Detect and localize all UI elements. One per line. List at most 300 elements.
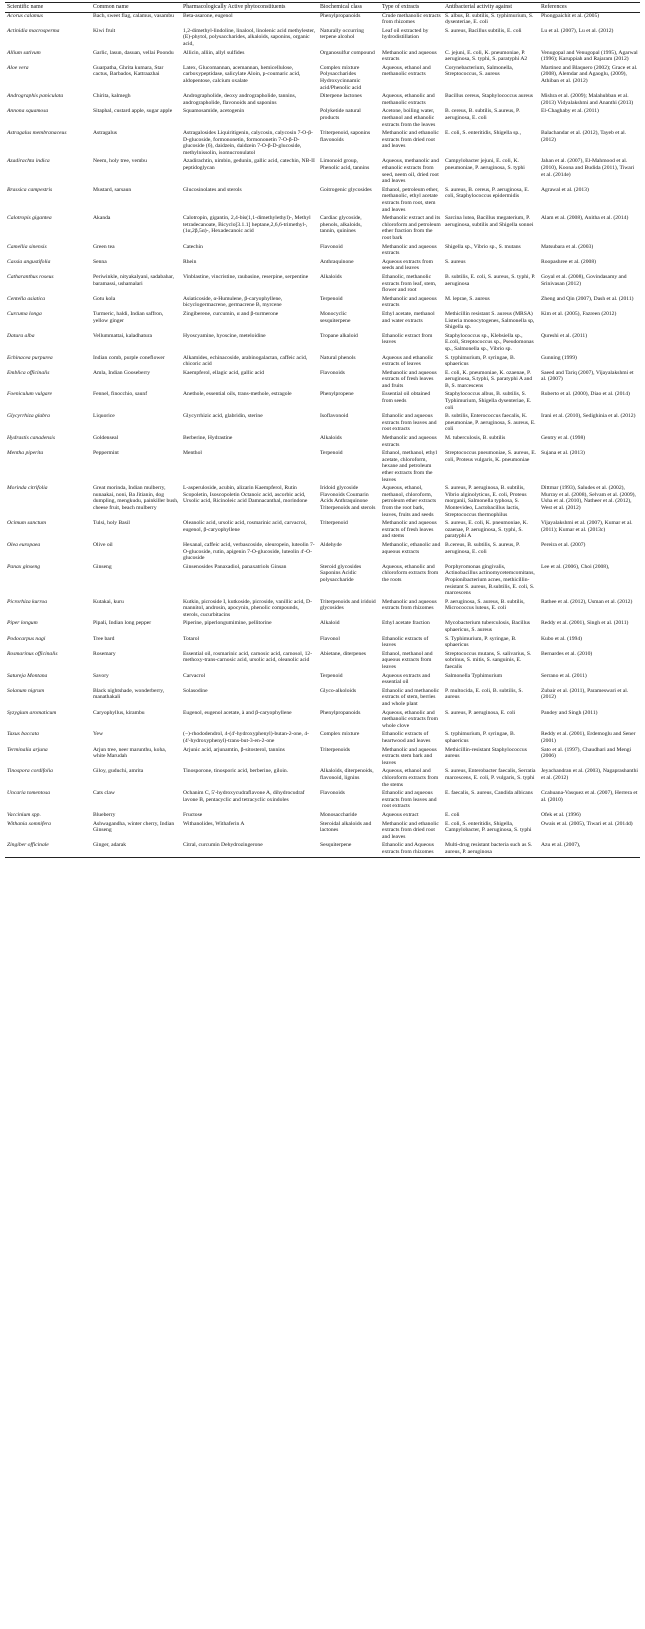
table-row xyxy=(5,651,640,673)
phytoconstituents-cell: Citral, curcumin Dehydrozingerone xyxy=(181,842,318,858)
scientific-name-cell: Morinda citrifolia xyxy=(7,485,48,492)
common-name-cell: Giloy, guduchi, amrita xyxy=(93,768,144,775)
references-cell: Serrano et al. (2011) xyxy=(541,672,587,679)
biochemical-class-cell: Abietane, diterpenes xyxy=(320,650,366,657)
common-name-cell: Yew xyxy=(93,731,104,738)
table-row xyxy=(5,636,640,651)
references-cell: Sato et al. (1997), Chaudhari and Mengi (2006) xyxy=(541,746,632,760)
antibacterial-activity-cell: M. tuberculosis, B. subtilis xyxy=(445,435,506,442)
scientific-name-cell: Panax ginseng xyxy=(7,563,41,570)
antibacterial-activity-cell: E. coli xyxy=(445,811,460,818)
table-row xyxy=(5,50,640,65)
extract-type-cell: Ethanol, methanol and aqueous extracts from leaves xyxy=(382,650,433,671)
table-row xyxy=(5,274,640,296)
antibacterial-activity-cell: E. coli, K. pneumoniae, K. ozaenae, P. aeruginosa, S.typhi, S. paratyphi A and B, S. marcescens xyxy=(445,369,533,389)
extract-type-cell: Aqueous, ethanol, methanol, chloroform, petroleum ether extracts from the root bark, leaves, fruits and seeds xyxy=(382,485,437,518)
antibacterial-plants-table xyxy=(5,2,640,858)
antibacterial-activity-cell: S. aureus xyxy=(445,258,466,265)
references-cell: Ruberto et al. (2000), Diao et al. (2014) xyxy=(541,391,630,398)
common-name-cell: Caryophyllus, kirambu xyxy=(93,709,145,716)
table-row xyxy=(5,673,640,688)
scientific-name-cell: Tinospora cordifolia xyxy=(7,768,53,775)
biochemical-class-cell: Isoflavonoid xyxy=(320,413,349,420)
common-name-cell: Turmeric, haldi, Indian saffron, yellow ginger xyxy=(93,310,164,324)
common-name-cell: Olive oil xyxy=(93,541,113,548)
biochemical-class-cell: Phenylpropene xyxy=(320,391,354,398)
antibacterial-activity-cell: B.cereus, B. subtilis, S. aureus, P. aeruginosa, E. coli xyxy=(445,541,520,555)
references-cell: Lee et al. (2006), Choi (2008), xyxy=(541,563,610,570)
references-cell: Zheng and Qin (2007), Dash et al. (2011) xyxy=(541,295,634,302)
table-row xyxy=(5,355,640,370)
references-cell: Dittmar (1993), Saludes et al. (2002), Murray et al. (2008), Selvam et al. (2009), Usha et al. (2010), Natheer et al. (2012), West et al. (2012) xyxy=(541,485,636,511)
biochemical-class-cell: Terpenoid xyxy=(320,295,343,302)
common-name-cell: Chirita, kalmegh xyxy=(93,93,131,100)
references-cell: Jeyachandran et al. (2003), Nagaprashanthi et al. (2012) xyxy=(541,768,638,781)
antibacterial-activity-cell: Bacillus cereus, Staphylococcus aureus xyxy=(445,93,533,100)
common-name-cell: Kutakai, kuru xyxy=(93,598,124,605)
table-row xyxy=(5,542,640,564)
references-cell: Reddy et al. (2001), Singh et al. (2011) xyxy=(541,620,629,627)
scientific-name-cell: Mentha piperita xyxy=(7,450,44,457)
table-row xyxy=(5,370,640,392)
references-cell: Qureshi et al. (2011) xyxy=(541,332,588,339)
scientific-name-cell: Vaccinium spp. xyxy=(7,811,41,818)
phytoconstituents-cell: 1,2-dimethyl-lindoline, linalool, linolenic acid methylester, (E)-phytol, polysaccharides, alkaloids, saponins, organic acid, xyxy=(183,27,316,47)
scientific-name-cell: Terminalia arjuna xyxy=(7,746,48,753)
common-name-cell: Savory xyxy=(93,672,109,679)
common-name-cell: Ashwagandha, winter cherry, Indian Ginseng xyxy=(93,820,175,834)
header-common-name: Common name xyxy=(91,3,181,13)
references-cell: Alam et al. (2008), Anitha et al. (2014) xyxy=(541,215,629,222)
table-row xyxy=(5,520,640,542)
references-cell: Gentry et al. (1998) xyxy=(541,435,586,442)
header-references: References xyxy=(539,3,640,13)
phytoconstituents-cell: Solasodine xyxy=(183,687,208,694)
extract-type-cell: Essential oil obtained from seeds xyxy=(382,391,431,405)
antibacterial-activity-cell: Staphylococcus albus, B. subtilis, S. Typhimurium, Shigella dysenteriae, E. coli xyxy=(445,391,532,411)
antibacterial-activity-cell: B. cereus, B. subtilis, S.aureus, P. aeruginosa, E. coli xyxy=(445,108,520,121)
extract-type-cell: Leaf oil extracted by hydrodistillation xyxy=(382,27,429,41)
extract-type-cell: Aqueous, ethanolic and methanolic extracts from whole clove xyxy=(382,709,438,729)
extract-type-cell: Ethanolic extract from leaves xyxy=(382,332,433,346)
antibacterial-activity-cell: C. jejuni, E. coli, K. pneumoniae, P. aeruginosa, S. typhi, S. paratyphi A2 xyxy=(445,49,528,63)
phytoconstituents-cell: L-asperuloside, acubin, alizarin Kaempferol, Rutin Scopoletin, Isoscopoletin Octanoic acid, ascorbic acid, Ursolic acid, Ricinoleic acid Damnacanthal, morindone xyxy=(183,485,308,505)
phytoconstituents-cell: Piperine, piperlongumimine, pellitorine xyxy=(183,620,272,627)
biochemical-class-cell: Sesquiterpene xyxy=(318,842,380,858)
extract-type-cell: Ethanolic and Aqueous extracts from rhizomes xyxy=(380,842,443,858)
references-cell: Ccahuana-Vasquez et al. (2007), Herrera et al. (2010) xyxy=(541,790,638,803)
table-row xyxy=(5,158,640,186)
extract-type-cell: Aqueous extracts from seeds and leaves xyxy=(382,258,433,272)
biochemical-class-cell: Flavonoid xyxy=(320,243,343,250)
table-row xyxy=(5,413,640,435)
common-name-cell: Neem, holy tree, vembu xyxy=(93,158,147,165)
references-cell: Lu et al. (2007), Lu et al. (2012) xyxy=(541,27,614,34)
references-cell: Kubo et al. (1994) xyxy=(541,635,583,642)
phytoconstituents-cell: Essential oil, rosmarinic acid, carnosic acid, carnosol, 12-methoxy-trans-carnosic acid, ursolic acid, oleanolic acid xyxy=(183,650,313,664)
scientific-name-cell: Olea europaea xyxy=(7,541,41,548)
extract-type-cell: Acetone, boiling water, methanol and ethanolic extracts from the leaves xyxy=(382,108,436,128)
biochemical-class-cell: Triterpenoid, saponins flavonoids xyxy=(320,130,371,143)
references-cell: Kim et al. (2005), Fazreen (2012) xyxy=(541,310,617,317)
common-name-cell: Kiwi fruit xyxy=(93,27,116,34)
header-phytoconstituents: Pharmacologically Active phytoconstituents xyxy=(181,3,318,13)
antibacterial-activity-cell: Corynebacterium, Salmonella, Streptococcus, S. aureus xyxy=(445,64,514,78)
antibacterial-activity-cell: S. aureus, Enterobacter faecalis, Serratia marcescens, E. coli, P. vulgaris, S. typhi xyxy=(445,768,536,781)
biochemical-class-cell: Tropane alkaloid xyxy=(320,332,358,339)
antibacterial-activity-cell: Salmonella Typhimurium xyxy=(445,672,503,679)
references-cell: Jahan et al. (2007), El-Mahmood et al. (2010), Koona and Budida (2011), Tiwari et al. (2014e) xyxy=(541,158,635,178)
extract-type-cell: Aqueous extracts and essential oil xyxy=(382,672,431,686)
common-name-cell: Rosemary xyxy=(93,650,116,657)
table-row xyxy=(5,564,640,599)
antibacterial-activity-cell: Porphyromonas gingivalis, Actinobacillus actinomycetemcomitans, Propionibacterium acnes, methicillin-resistant S. aureus, B.subtilis, E. coli, S. marcescens xyxy=(445,563,535,597)
table-row xyxy=(5,710,640,732)
phytoconstituents-cell: Fructose xyxy=(183,811,203,818)
biochemical-class-cell: Phenylpropanoids xyxy=(320,709,361,716)
extract-type-cell: Aqueous, ethanol and methanolic extracts xyxy=(382,64,431,78)
extract-type-cell: Aqueous and ethanolic extracts of leaves xyxy=(382,354,434,368)
biochemical-class-cell: Alkaloids xyxy=(320,273,342,280)
biochemical-class-cell: Limonoid group, Phenolic acid, tannins xyxy=(320,158,370,172)
antibacterial-activity-cell: Methicillin-resistant Staphylococcus aureus xyxy=(445,746,527,760)
antibacterial-activity-cell: S. aureus, B. cereus, P. aeruginosa, E. coli, Staphylococcus epidermidis xyxy=(445,186,530,200)
scientific-name-cell: Taxus baccata xyxy=(7,731,39,738)
extract-type-cell: Methanolic and aqueous extracts from rhizomes xyxy=(382,598,437,612)
biochemical-class-cell: Monocyclic sesquiterpene xyxy=(320,310,351,324)
antibacterial-activity-cell: E. faecalis, S. aureus, Candida albicans xyxy=(445,790,533,797)
biochemical-class-cell: Goitrogenic glycosides xyxy=(320,186,372,193)
table-row xyxy=(5,187,640,215)
header-antibacterial-activity: Antibacterial activity against xyxy=(443,3,539,13)
scientific-name-cell: Emblica officinalis xyxy=(7,369,50,376)
scientific-name-cell: Rosmarinus officinalis xyxy=(7,650,58,657)
table-row xyxy=(5,215,640,243)
extract-type-cell: Ethyl acetate, methanol and water extracts xyxy=(382,310,435,324)
header-extract-type: Type of extracts xyxy=(380,3,443,13)
table-row xyxy=(5,599,640,621)
antibacterial-activity-cell: B. subtilis, Enterococcus faecalis, K. pneumoniae, P. aeruginosa, S. aureus, E. coli xyxy=(445,413,536,433)
antibacterial-activity-cell: Mycobacterium tuberculosis, Bacillus sphaericus, S. aureus xyxy=(445,620,530,634)
phytoconstituents-cell: Menthol xyxy=(183,450,202,457)
references-cell: Goyal et al. (2008), Govindasamy and Srinivasan (2012) xyxy=(541,273,627,287)
common-name-cell: Mustard, sarsaun xyxy=(93,186,132,193)
common-name-cell: Cats claw xyxy=(93,790,115,797)
antibacterial-activity-cell: Streptococcus mutans, S. salivarius, S. sobrinus, S. mitis, S. sanguinis, E. faecalis xyxy=(445,650,532,671)
table-row xyxy=(5,65,640,93)
table-row xyxy=(5,244,640,259)
phytoconstituents-cell: Eugenol, eugenol acetate, à and β-caryophyllene xyxy=(183,709,292,716)
phytoconstituents-cell: Latex, Glucomannan, acemannan, hemicellulose, carboxypeptidase, salicylate Aloin, p-coumaric acid, aldopentose, calcium oxalate xyxy=(183,64,301,84)
references-cell: Rathee et al. (2012), Usman et al. (2012) xyxy=(541,598,633,605)
phytoconstituents-cell: Carvacrol xyxy=(183,672,206,679)
common-name-cell: Vellummattai, kaladhatura xyxy=(93,332,153,339)
scientific-name-cell: Acorus calamus xyxy=(7,12,43,19)
scientific-name-cell: Foeniculum vulgare xyxy=(7,391,52,398)
extract-type-cell: Aqueous, ethanolic and chloroform extracts from the roots xyxy=(382,563,439,583)
references-cell: Agrawal et al. (2013) xyxy=(541,186,589,193)
references-cell: Pereira et al. (2007) xyxy=(541,541,586,548)
phytoconstituents-cell: Arjunic acid, arjunamtin, β-sitosterol, tannins xyxy=(183,746,285,753)
table-row xyxy=(5,28,640,50)
common-name-cell: Goldenseal xyxy=(93,435,119,442)
common-name-cell: Indian comb, purple coneflower xyxy=(93,354,165,361)
references-cell: Ofek et al. (1996) xyxy=(541,811,581,818)
phytoconstituents-cell: Hyoscyamine, hyoscine, meteloidine xyxy=(183,332,266,339)
table-header-row xyxy=(5,3,640,13)
common-name-cell: Bach, sweet flag, calamus, vasambu xyxy=(93,12,174,19)
references-cell: Saeed and Tariq (2007), Vijayalakshmi et al. (2007) xyxy=(541,369,634,383)
extract-type-cell: Methanolic, ethanolic and aqueous extracts xyxy=(382,541,441,555)
antibacterial-activity-cell: P. aeruginosa, S. aureus, B. subtilis, Micrococcus luteus, E. coli xyxy=(445,598,525,612)
table-row xyxy=(5,333,640,355)
scientific-name-cell: Azadirachta indica xyxy=(7,158,50,165)
scientific-name-cell: Annona squamosa xyxy=(7,108,49,115)
scientific-name-cell: Datura alba xyxy=(7,332,35,339)
table-row xyxy=(5,821,640,843)
references-cell: Owais et al. (2005), Tiwari et al. (2014d) xyxy=(541,820,633,827)
antibacterial-activity-cell: S. aureus, P. aeruginosa, E. coli xyxy=(445,709,516,716)
biochemical-class-cell: Alkaloids, diterpenoids, flavonoid, lignins xyxy=(320,768,374,781)
references-cell: Pandey and Singh (2011) xyxy=(541,709,598,716)
common-name-cell: Fennel, finocchio, saunf xyxy=(93,391,148,398)
biochemical-class-cell: Alkaloids xyxy=(320,435,342,442)
phytoconstituents-cell: Withanolides, Withaferin A xyxy=(183,820,245,827)
scientific-name-cell: Satureja Montana xyxy=(7,672,48,679)
phytoconstituents-cell: Berberine, Hydrastine xyxy=(183,435,233,442)
references-cell: Zubair et al. (2011), Parameswari et al. (2012) xyxy=(541,687,629,701)
extract-type-cell: Methanolic extract and its chloroform and petroleum ether fraction from the root bark xyxy=(382,215,441,241)
phytoconstituents-cell: Oleanolic acid, ursolic acid, rosmarinic acid, carvacrol, eugenol, β-caryophyllene xyxy=(183,520,307,533)
antibacterial-activity-cell: S. typhimurium, P. syringae, B. sphaericus xyxy=(445,354,516,368)
common-name-cell: Gotu kola xyxy=(93,295,116,302)
biochemical-class-cell: Glyco-alkoloids xyxy=(320,687,357,694)
references-cell: Venugopal and Venugopal (1995), Agarwal (1996); Karuppiah and Rajaram (2012) xyxy=(541,49,638,63)
scientific-name-cell: Allium sativum xyxy=(7,49,41,56)
document-page xyxy=(5,0,640,858)
common-name-cell: Garlic, lasun, dasuan, vellai Poondu xyxy=(93,49,174,56)
common-name-cell: Senna xyxy=(93,258,107,265)
antibacterial-activity-cell: Staphylococcus sp., Klebsiella sp., E.coli, Streptococcus sp., Pseudomonas sp., Salmonella sp., Vibrio sp. xyxy=(445,332,534,352)
phytoconstituents-cell: Astragalosides Liquiritigenin, calycosin, calycosin 7-O-β-D-glucoside, formononetin, formononetin 7-O-β-D-glucoside (6), daidzein, daidzein 7-O-β-D-glucoside, methylnissolin, isomucronulatol xyxy=(183,130,313,156)
table-row xyxy=(5,842,640,858)
table-row xyxy=(5,296,640,311)
references-cell: Mishra et al. (2009); Malahubban et al. (2013) Vidyalakshmi and Ananthi (2013) xyxy=(541,93,634,106)
biochemical-class-cell: Natural phenols xyxy=(320,354,356,361)
phytoconstituents-cell: Asiaticoside, α-Humulene, β-caryophyllene, bicyclogermacrene, germacrene B, myrcene xyxy=(183,295,283,309)
extract-type-cell: Aqueous extract xyxy=(382,811,419,818)
references-cell: Sujana et al. (2013) xyxy=(541,450,585,457)
common-name-cell: Black nightshade, wonderberry, manathakali xyxy=(93,687,165,701)
common-name-cell: Sitaphal, custard apple, sugar apple xyxy=(93,108,173,115)
phytoconstituents-cell: Tinosporone, tinosporic acid, berberine, giloin. xyxy=(183,768,289,775)
extract-type-cell: Methanolic and ethanolic extracts from dried root and leaves xyxy=(382,130,439,150)
scientific-name-cell: Echinacea purpurea xyxy=(7,354,53,361)
scientific-name-cell: Withania somnifera xyxy=(7,820,51,827)
common-name-cell: Great morinda, Indian mulberry, nunaakai, noni, Ba Jitianin, dog dumpling, mengkudu, painkiller bush, cheese fruit, beach mulberry xyxy=(93,485,179,511)
extract-type-cell: Methanolic and aqueous extracts xyxy=(382,435,437,448)
phytoconstituents-cell: Kutkin, picroside I, kutkoside, picroside, vanillic acid, D-mannitol, androsin, apocynin, phenolic compounds, sterols, cucurbitacins xyxy=(183,598,312,618)
references-cell: Gunning (1999) xyxy=(541,354,577,361)
references-cell: Martinez and Blaquero (2002); Grace et al. (2008), Alemdar and Agaoglu, (2009), Athiban et al. (2012) xyxy=(541,64,638,84)
table-row xyxy=(5,130,640,158)
biochemical-class-cell: Iridoid glycoside Flavonoids Coumarin Acids Anthraquinone Triterpenoids and sterols xyxy=(320,485,376,511)
extract-type-cell: Ethanolic extracts of heartwood and leaves xyxy=(382,731,431,744)
scientific-name-cell: Centella asiatica xyxy=(7,295,46,302)
antibacterial-activity-cell: S. aureus, Bacillus subtilis, E. coli xyxy=(445,27,522,34)
scientific-name-cell: Brassica campestris xyxy=(7,186,53,193)
scientific-name-cell: Picrorhiza kurroa xyxy=(7,598,48,605)
scientific-name-cell: Andrographis paniculata xyxy=(7,93,64,100)
scientific-name-cell: Zingiber officinale xyxy=(5,842,91,858)
antibacterial-activity-cell: S. albus, B. subtilis, S. typhimurium, S. dysenteriae, E. coli xyxy=(445,12,534,26)
common-name-cell: Guarpatha, Ghrita kumara, Star cactus, Barbados, Kattraazhai xyxy=(93,64,164,78)
common-name-cell: Astragalus xyxy=(93,130,117,137)
extract-type-cell: Ethanolic and aqueous extracts from leaves and root extracts xyxy=(382,413,437,433)
scientific-name-cell: Glycyrrhiza glabra xyxy=(7,413,50,420)
scientific-name-cell: Cassia angustifolia xyxy=(7,258,51,265)
biochemical-class-cell: Diterpene lactones xyxy=(320,93,362,100)
extract-type-cell: Crude methanolic extracts from rhizomes xyxy=(382,12,441,26)
references-cell: Azu et al. (2007), xyxy=(539,842,640,858)
biochemical-class-cell: Complex mixture xyxy=(320,731,360,738)
antibacterial-activity-cell: Shigella sp., Vibrio sp., S. mutans xyxy=(445,243,521,250)
common-name-cell: Periwinkle, nityakalyani, sadabahar, baramassi, ushamalari xyxy=(93,273,175,287)
phytoconstituents-cell: (−)-rhododendrol, 4-(4'-hydroxyphenyl)-butan-2-one, 4-(4'-hydroxyphenyl)-trans-but-3-en-2-one xyxy=(183,731,309,744)
biochemical-class-cell: Naturally occurring terpene alcohol xyxy=(320,27,364,41)
phytoconstituents-cell: Calotropin, gigantin, 2,4-bis(1,1-dimethylethyl)-, Methyl tetradecanoate, Bicyclo[3.1.1] heptane,2,6,6-trimethyl-, (1α,2β,5α)-, Hexadecanoic acid xyxy=(183,215,311,235)
biochemical-class-cell: Triterpenoids and iridoid glycosides xyxy=(320,598,376,612)
table-row xyxy=(5,93,640,108)
extract-type-cell: Aqueous, ethanolic and methanolic extracts xyxy=(382,93,435,106)
biochemical-class-cell: Flavonoids xyxy=(320,369,345,376)
common-name-cell: Amla, Indian Gooseberry xyxy=(93,369,151,376)
references-cell: Balachandar et al. (2012), Tayeb et al. (2012) xyxy=(541,130,627,143)
table-row xyxy=(5,747,640,769)
scientific-name-cell: Uncaria tomentosa xyxy=(7,790,51,797)
biochemical-class-cell: Phenylpropanoids xyxy=(320,12,361,19)
antibacterial-activity-cell: S. aureus, E. coli, K. pneumoniae, K. ozaenae, P. aeruginosa, S. typhi, S. paratyphi A xyxy=(445,520,529,540)
biochemical-class-cell: Flavonoids xyxy=(320,790,345,797)
common-name-cell: Pipali, Indian long pepper xyxy=(93,620,152,627)
common-name-cell: Arjun tree, neer marunthu, koha, white Marudah xyxy=(93,746,167,760)
table-row xyxy=(5,311,640,333)
phytoconstituents-cell: Glycyrrhizic acid, glabridin, sterine xyxy=(183,413,263,420)
antibacterial-activity-cell: Methicillin resistant S. aureus (MRSA) Listeria monocytogenes, Salmonella sp, Shigella sp. xyxy=(445,310,535,331)
phytoconstituents-cell: Ginsenosides Panaxadiol, panaxatriols Ginsan xyxy=(183,563,287,570)
table-row xyxy=(5,259,640,274)
common-name-cell: Ginger, adarak xyxy=(91,842,181,858)
common-name-cell: Green tea xyxy=(93,243,115,250)
phytoconstituents-cell: Alkamides, echinacoside, arabinogalactan, caffeic acid, chicoric acid xyxy=(183,354,308,368)
references-cell: Roopashree et al. (2008) xyxy=(541,258,596,265)
phytoconstituents-cell: Glucosinolates and sterols xyxy=(183,186,242,193)
table-row xyxy=(5,450,640,485)
antibacterial-activity-cell: E. coli, S. enteritidis, Shigella sp., xyxy=(445,130,521,137)
biochemical-class-cell: Steroidal alkaloids and lactones xyxy=(320,820,372,834)
table-row xyxy=(5,731,640,746)
extract-type-cell: Methanolic and aqueous extracts xyxy=(382,49,437,63)
table-row xyxy=(5,485,640,520)
table-row xyxy=(5,108,640,130)
header-scientific-name: Scientific name xyxy=(5,3,91,13)
scientific-name-cell: Hydrastis canadensis xyxy=(7,435,56,442)
extract-type-cell: Methanolic and aqueous extracts stem bark and leaves xyxy=(382,746,437,766)
references-cell: Vijayalakshmi et al. (2007), Kumar et al. (2011); Kumar et al. (2013c) xyxy=(541,520,633,533)
biochemical-class-cell: Cardiac glycoside, phenols, alkaloids, tannin, quinines xyxy=(320,215,362,235)
antibacterial-activity-cell: Sarcina lutea, Bacillus megaterium, P. aeruginosa, subtilis and Shigella sonnei xyxy=(445,215,534,228)
table-row xyxy=(5,768,640,790)
antibacterial-activity-cell: M. leprae, S. aureus xyxy=(445,295,490,302)
phytoconstituents-cell: Azadirachtin, nimbin, gedunin, gallic acid, catechin, NB-II peptidoglycan xyxy=(183,158,315,172)
scientific-name-cell: Catharanthus roseus xyxy=(7,273,54,280)
table-row xyxy=(5,812,640,821)
common-name-cell: Tulsi, holy Basil xyxy=(93,520,130,527)
antibacterial-activity-cell: Campylobacter jejuni, E. coli, K. pneumoniae, P. aeruginosa, S. typhi xyxy=(445,158,525,172)
common-name-cell: Ginseng xyxy=(93,563,112,570)
antibacterial-activity-cell: S. typhimurium, P. syringae, B. sphaericus xyxy=(445,731,516,744)
antibacterial-activity-cell: E. coli, S. enteritidis, Shigella, Campylobacter, P. aeruginosa, S. typhi xyxy=(445,820,532,834)
scientific-name-cell: Actinidia macrosperma xyxy=(7,27,60,34)
biochemical-class-cell: Steroid glycosides Saponins Acidic polysaccharide xyxy=(320,563,362,583)
biochemical-class-cell: Flavonol xyxy=(320,635,340,642)
phytoconstituents-cell: Totarol xyxy=(183,635,200,642)
table-row xyxy=(5,620,640,635)
biochemical-class-cell: Triterpenoid xyxy=(320,520,348,527)
extract-type-cell: Ethanolic extracts of leaves xyxy=(382,635,429,649)
references-cell: Reddy et al. (2001), Erdemoglu and Sener (2001) xyxy=(541,731,636,744)
scientific-name-cell: Ocimum sanctum xyxy=(7,520,46,527)
phytoconstituents-cell: Andrographolide, deoxy andrographolide, tannins, andrographolide, flavonoids and saponins xyxy=(183,93,297,106)
scientific-name-cell: Piper longum xyxy=(7,620,38,627)
scientific-name-cell: Curcuma longa xyxy=(7,310,42,317)
common-name-cell: Liquorice xyxy=(93,413,115,420)
phytoconstituents-cell: Kaempferol, ellagic acid, gallic acid xyxy=(183,369,265,376)
scientific-name-cell: Aloe vera xyxy=(7,64,29,71)
phytoconstituents-cell: Catechin xyxy=(183,243,203,250)
biochemical-class-cell: Organosulfur compound xyxy=(320,49,375,56)
extract-type-cell: Aqueous, ethanol and chloroform extracts from the stems xyxy=(382,768,439,788)
extract-type-cell: Methanolic and aqueous extracts of fresh leaves and stems xyxy=(382,520,437,540)
extract-type-cell: Ethanolic, methanolic extracts from leaf, stem, flower and root xyxy=(382,273,437,294)
references-cell: El-Chaghaby et al. (2011) xyxy=(541,108,599,115)
extract-type-cell: Methanolic and aqueous extracts xyxy=(382,295,437,309)
scientific-name-cell: Camellia sinensis xyxy=(7,243,47,250)
antibacterial-activity-cell: S. aureus, P. aeruginosa, B. subtilis, Vibrio alginolyticus, E. coli, Proteus morganii, Salmonella typhosa, S. Montevideo, Lactobacillus lactis, Streptococcus thermophilus xyxy=(445,485,527,518)
extract-type-cell: Ethanolic and methanolic extracts of stem, berries and whole plant xyxy=(382,687,440,707)
extract-type-cell: Ethyl acetate fraction xyxy=(382,620,430,627)
extract-type-cell: Methanolic and ethanolic extracts from dried root and leaves xyxy=(382,820,439,840)
biochemical-class-cell: Polyketide natural products xyxy=(320,108,361,121)
phytoconstituents-cell: Beta-asarone, eugenol xyxy=(183,12,233,19)
table-row xyxy=(5,790,640,812)
phytoconstituents-cell: Zingiberene, curcumin, α and β-turmerone xyxy=(183,310,279,317)
extract-type-cell: Ethanol, methanol, ethyl acetate, chloroform, hexane and petroleum ether extracts from the leaves xyxy=(382,450,437,483)
biochemical-class-cell: Triterpenoids xyxy=(320,746,350,753)
references-cell: Bernardes et al. (2010) xyxy=(541,650,593,657)
references-cell: Matsubara et al. (2003) xyxy=(541,243,594,250)
common-name-cell: Akanda xyxy=(93,215,111,222)
common-name-cell: Blueberry xyxy=(93,811,116,818)
scientific-name-cell: Calotropis gigantea xyxy=(7,215,52,222)
biochemical-class-cell: Terpenoid xyxy=(320,450,343,457)
phytoconstituents-cell: Anethole, essential oils, trans-methole, estragole xyxy=(183,391,292,398)
phytoconstituents-cell: Ochanim C, 5'-hydroxycudraflavone A, dihydrocudraf lavone B, pentacyclic and tetracyclic oxindoles xyxy=(183,790,305,803)
table-row xyxy=(5,391,640,413)
scientific-name-cell: Astragalus membranaceus xyxy=(7,130,67,137)
table-row xyxy=(5,12,640,28)
antibacterial-activity-cell: P. multocida, E. coli, B. subtilis, S. aureus xyxy=(445,687,523,701)
